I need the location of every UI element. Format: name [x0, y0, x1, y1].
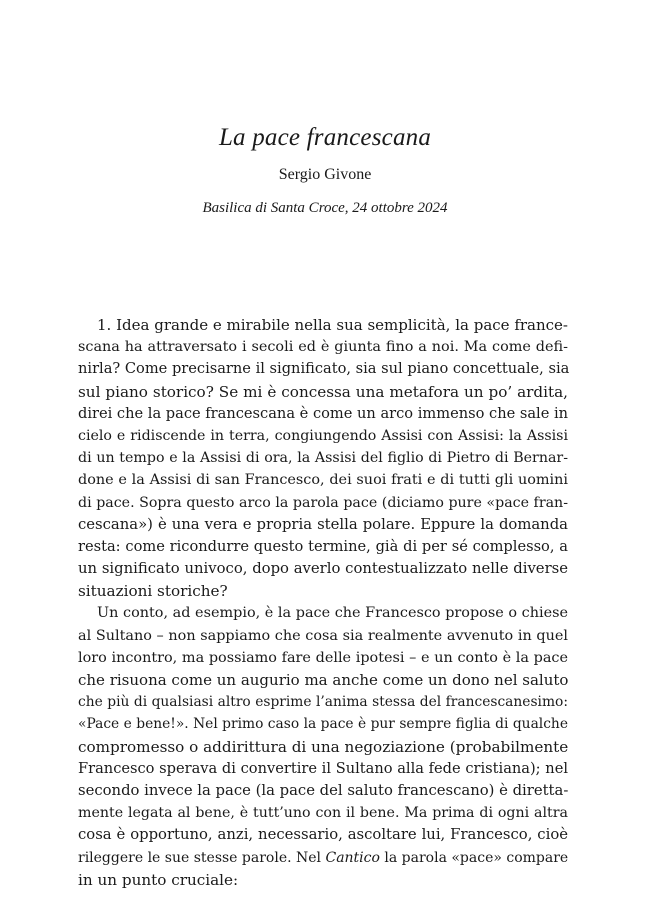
text-line: direi che la pace francescana è come un arco immenso che sale in [78, 404, 569, 422]
page-title: La pace francescana [218, 124, 432, 151]
text-segment: rileggere le sue stesse parole. Nel [78, 849, 326, 866]
text-line: situazioni storiche? [78, 582, 228, 601]
text-line: di pace. Sopra questo arco la parola pace (diciamo pure «pace fran- [78, 494, 568, 511]
text-line: cescana») è una vera e propria stella polare. Eppure la domanda [78, 515, 568, 533]
text-line: «Pace e bene!». Nel primo caso la pace è pur sempre figlia di qualche [78, 716, 568, 733]
text-line: scana ha attraversato i secoli ed è giunta fino a noi. Ma come defi- [78, 339, 568, 356]
venue-date: Basilica di Santa Croce, 24 ottobre 2024 [202, 200, 448, 216]
text-line: di un tempo e la Assisi di ora, la Assisi del figlio di Pietro di Bernar- [78, 450, 568, 467]
paragraph-2 [78, 602, 568, 890]
text-line: cielo e ridiscende in terra, congiungendo Assisi con Assisi: la Assisi [78, 427, 568, 444]
text-line: nirla? Come precisarne il significato, sia sul piano concettuale, sia [78, 360, 570, 378]
text-line: 1. Idea grande e mirabile nella sua semplicità, la pace france- [97, 316, 568, 334]
body-text [78, 314, 568, 891]
italic-title: Cantico [325, 849, 380, 866]
text-line: compromesso o addirittura di una negoziazione (probabilmente [78, 737, 569, 756]
paragraph-1 [78, 314, 568, 602]
text-line: che più di qualsiasi altro esprime l’anima stessa del francescanesimo: [78, 694, 568, 711]
text-line: done e la Assisi di san Francesco, dei suoi frati e di tutti gli uomini [78, 472, 568, 489]
text-line: che risuona come un augurio ma anche come un dono nel saluto [78, 671, 569, 689]
author-name: Sergio Givone [278, 166, 372, 183]
text-segment: la parola «pace» compare [379, 849, 569, 866]
text-line: sul piano storico? Se mi è concessa una metafora un po’ ardita, [78, 382, 568, 401]
text-line: loro incontro, ma possiamo fare delle ipotesi – e un conto è la pace [78, 649, 568, 666]
text-line-with-italic [78, 847, 568, 869]
text-line: Francesco sperava di convertire il Sultano alla fede cristiana); nel [78, 759, 568, 777]
text-line: in un punto cruciale: [78, 870, 239, 889]
text-line: al Sultano – non sappiamo che cosa sia realmente avvenuto in quel [78, 627, 568, 644]
text-line: secondo invece la pace (la pace del saluto francescano) è diretta- [78, 781, 569, 799]
text-line: un significato univoco, dopo averlo contestualizzato nelle diverse [78, 560, 568, 578]
text-line: resta: come ricondurre questo termine, già di per sé complesso, a [78, 537, 568, 555]
text-line: Un conto, ad esempio, è la pace che Francesco propose o chiese [97, 605, 568, 622]
text-line: cosa è opportuno, anzi, necessario, ascoltare lui, Francesco, cioè [78, 826, 568, 844]
text-line: mente legata al bene, è tutt’uno con il bene. Ma prima di ogni altra [78, 805, 568, 822]
